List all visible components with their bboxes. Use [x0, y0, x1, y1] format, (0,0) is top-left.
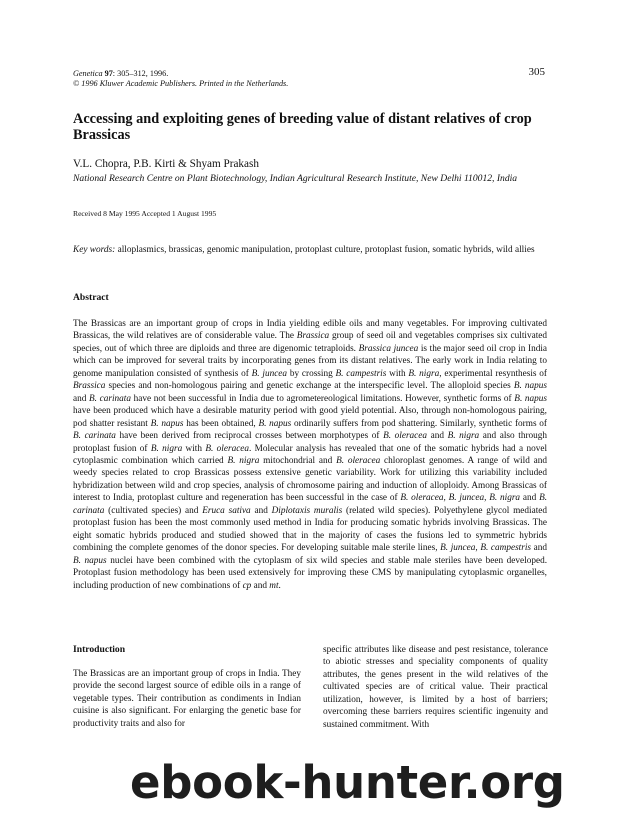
article-affiliation: National Research Centre on Plant Biotechnology, Indian Agricultural Research Institute, New Delhi 110012, India — [73, 173, 518, 184]
received-dates: Received 8 May 1995 Accepted 1 August 1995 — [73, 209, 217, 218]
article-title: Accessing and exploiting genes of breeding value of distant relatives of crop Brassicas — [73, 111, 532, 143]
page-number: 305 — [528, 66, 545, 78]
keywords-label: Key words: — [73, 245, 116, 255]
journal-citation: Genetica 97: 305–312, 1996. — [73, 69, 169, 78]
watermark-logo: ebook-hunter.org — [130, 756, 565, 809]
article-authors: V.L. Chopra, P.B. Kirti & Shyam Prakash — [73, 158, 259, 170]
abstract-heading: Abstract — [73, 292, 109, 303]
keywords — [73, 244, 551, 257]
journal-copyright: © 1996 Kluwer Academic Publishers. Printed in the Netherlands. — [73, 79, 289, 88]
introduction-column-right — [323, 644, 548, 731]
abstract-body — [73, 318, 547, 592]
introduction-heading: Introduction — [73, 644, 126, 655]
introduction-paragraph-right: specific attributes like disease and pest resistance, tolerance to abiotic stresses and speciality components of quality attributes, the genes present in the wild relatives of the cultivated species are of critical value. Their practical utilization, however, is limited by a host of barriers; overcoming these barriers requires scientific ingenuity and sustained commitment. With — [323, 645, 548, 730]
keywords-list: alloplasmics, brassicas, genomic manipulation, protoplast culture, protoplast fusion, somatic hybrids, wild allies — [117, 245, 535, 255]
introduction-paragraph-left: The Brassicas are an important group of crops in India. They provide the second largest source of edible oils in a range of vegetable types. Their contribution as condiments in Indian cuisine is also significant. For enlarging the genetic base for productivity traits and also for — [73, 669, 301, 729]
abstract-paragraph: The Brassicas are an important group of crops in India yielding edible oils and many vegetables. For improving cultivated Brassicas, the wild relatives are of considerable value. The Brassica group of seed oil and vegetables comprises six cultivated species, out of which three are diploids and three are digenomic tetraploids. Brassica juncea is the major seed oil crop in India which can be improved for several traits by incorporating genes from its distant relatives. The early work in India relating to genome manipulation consisted of synthesis of B. juncea by crossing B. campestris with B. nigra, experimental resynthesis of Brassica species and non-homologous pairing and genetic exchange at the interspecific level. The alloploid species B. napus and B. carinata have not been successful in India due to agrometereological limitations. However, synthetic forms of B. napus have been produced which have a desirable maturity period with good yield potential. Also, through non-homologous pairing, pod shatter resistant B. napus has been obtained, B. napus ordinarily suffers from pod shattering. Similarly, synthetic forms of B. carinata have been derived from reciprocal crosses between morphotypes of B. oleracea and B. nigra and also through protoplast fusion of B. nigra with B. oleracea. Molecular analysis has revealed that one of the somatic hybrids had a novel cytoplasmic combination which carried B. nigra mitochondrial and B. oleracea chloroplast genomes. A range of wild and weedy species related to crop Brassicas possess extensive genetic variability. Work for utilizing this variability included hybridization between wild and crop species, analysis of chromosome pairing and induction of alloploidy. Among Brassicas of interest to India, protoplast culture and regeneration has been successful in the case of B. oleracea, B. juncea, B. nigra and B. carinata (cultivated species) and Eruca sativa and Diplotaxis muralis (related wild species). Polyethylene glycol mediated protoplast fusion has been the most commonly used method in India for producing somatic hybrids involving Brassicas. The eight somatic hybrids produced and studied showed that in the majority of cases the fusions led to symmetric hybrids combining the complete genomes of the donor species. For developing suitable male sterile lines, B. juncea, B. campestris and B. napus nuclei have been combined with the cytoplasm of six wild species and stable male steriles have been developed. Protoplast fusion methodology has been used extensively for improving these CMS by manipulating cytoplasmic organelles, including production of new combinations of cp and mt. — [73, 319, 548, 591]
introduction-column-left — [73, 668, 301, 730]
